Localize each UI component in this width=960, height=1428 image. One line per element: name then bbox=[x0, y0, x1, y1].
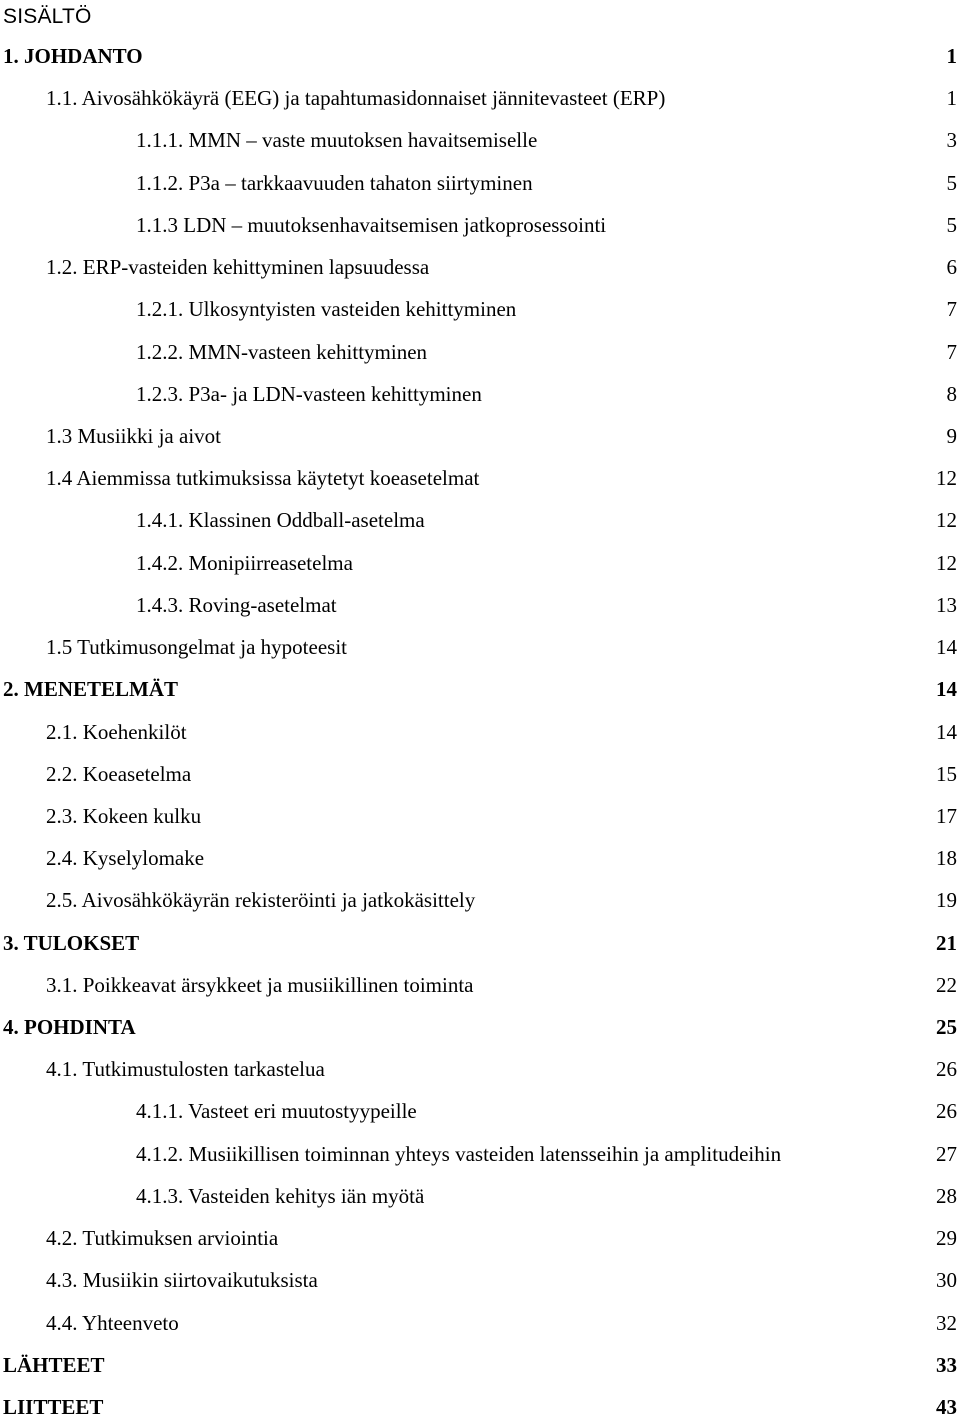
toc-entry-label: 3. TULOKSET bbox=[3, 930, 140, 955]
toc-entry-label: 1.4.1. Klassinen Oddball-asetelma bbox=[136, 508, 425, 533]
toc-entry-label: 2.3. Kokeen kulku bbox=[46, 803, 202, 828]
toc-entry-page-number: 26 bbox=[936, 1099, 957, 1124]
toc-entry-label: 4.3. Musiikin siirtovaikutuksista bbox=[46, 1268, 318, 1293]
toc-entry-label: 4.1.2. Musiikillisen toiminnan yhteys vasteiden latensseihin ja amplitudeihin bbox=[136, 1141, 782, 1166]
toc-entry[interactable] bbox=[0, 879, 960, 921]
toc-entry[interactable] bbox=[0, 35, 960, 77]
toc-entry-page-number: 1 bbox=[946, 86, 957, 111]
toc-entry-page-number: 33 bbox=[936, 1352, 957, 1377]
toc-entry-page-number: 17 bbox=[936, 803, 957, 828]
toc-entry-label: 1.4.3. Roving-asetelmat bbox=[136, 592, 337, 617]
toc-entry[interactable] bbox=[0, 964, 960, 1006]
toc-entry[interactable] bbox=[0, 1048, 960, 1090]
toc-entry-label: 3.1. Poikkeavat ärsykkeet ja musiikillinen toiminta bbox=[46, 972, 474, 997]
toc-entry-page-number: 15 bbox=[936, 761, 957, 786]
toc-entry-label: 2. MENETELMÄT bbox=[3, 677, 179, 702]
toc-entry[interactable] bbox=[0, 1344, 960, 1386]
toc-entry-label: 1.3 Musiikki ja aivot bbox=[46, 423, 221, 448]
toc-entry-page-number: 6 bbox=[946, 255, 957, 280]
toc-entry-page-number: 3 bbox=[946, 128, 957, 153]
toc-entry-label: 4.1.3. Vasteiden kehitys iän myötä bbox=[136, 1183, 425, 1208]
toc-entry-page-number: 32 bbox=[936, 1310, 957, 1335]
toc-title: SISÄLTÖ bbox=[3, 5, 92, 28]
toc-entry[interactable] bbox=[0, 457, 960, 499]
toc-entry[interactable] bbox=[0, 922, 960, 964]
toc-entry-page-number: 5 bbox=[946, 212, 957, 237]
toc-entry-label: 1.2.1. Ulkosyntyisten vasteiden kehittyminen bbox=[136, 297, 517, 322]
toc-entry-page-number: 26 bbox=[936, 1057, 957, 1082]
toc-entry[interactable] bbox=[0, 795, 960, 837]
toc-entry[interactable] bbox=[0, 1217, 960, 1259]
toc-entry[interactable] bbox=[0, 1386, 960, 1428]
toc-entry-label: 2.2. Koeasetelma bbox=[46, 761, 192, 786]
toc-entry[interactable] bbox=[0, 1090, 960, 1132]
toc-entry-page-number: 14 bbox=[936, 635, 957, 660]
toc-entry[interactable] bbox=[0, 711, 960, 753]
toc-entry-label: 1.1.2. P3a – tarkkaavuuden tahaton siirtyminen bbox=[136, 170, 533, 195]
toc-entry[interactable] bbox=[0, 373, 960, 415]
toc-entry-label: 2.5. Aivosähkökäyrän rekisteröinti ja jatkokäsittely bbox=[46, 888, 476, 913]
toc-entry-label: 1.1.1. MMN – vaste muutoksen havaitsemiselle bbox=[136, 128, 538, 153]
toc-entry[interactable] bbox=[0, 1006, 960, 1048]
toc-entry-label: 4. POHDINTA bbox=[3, 1015, 136, 1040]
toc-entry-page-number: 19 bbox=[936, 888, 957, 913]
toc-entry-page-number: 8 bbox=[946, 381, 957, 406]
toc-entry-page-number: 43 bbox=[936, 1395, 957, 1419]
toc-entry[interactable] bbox=[0, 77, 960, 119]
toc-entry-page-number: 7 bbox=[946, 339, 957, 364]
toc-entry-page-number: 28 bbox=[936, 1183, 957, 1208]
toc-entry-label: 2.4. Kyselylomake bbox=[46, 846, 205, 871]
toc-entry-label: 1.2. ERP-vasteiden kehittyminen lapsuudessa bbox=[46, 255, 430, 280]
toc-entry[interactable] bbox=[0, 542, 960, 584]
toc-entry-label: LÄHTEET bbox=[3, 1352, 105, 1377]
toc-entry[interactable] bbox=[0, 1175, 960, 1217]
toc-entry[interactable] bbox=[0, 1133, 960, 1175]
toc-entry[interactable] bbox=[0, 415, 960, 457]
toc-entry[interactable] bbox=[0, 753, 960, 795]
toc-entry-label: 4.2. Tutkimuksen arviointia bbox=[46, 1226, 279, 1251]
toc-entry-page-number: 29 bbox=[936, 1226, 957, 1251]
toc-entry-page-number: 25 bbox=[936, 1015, 957, 1040]
toc-entry[interactable] bbox=[0, 499, 960, 541]
toc-entry-page-number: 1 bbox=[946, 44, 957, 68]
toc-entry-label: LIITTEET bbox=[3, 1395, 104, 1419]
toc-entry-label: 4.1.1. Vasteet eri muutostyypeille bbox=[136, 1099, 417, 1124]
toc-entry-page-number: 12 bbox=[936, 550, 957, 575]
toc-entry-page-number: 21 bbox=[936, 930, 957, 955]
toc-entry[interactable] bbox=[0, 331, 960, 373]
toc-entry-label: 4.4. Yhteenveto bbox=[46, 1310, 179, 1335]
toc-entry-label: 1.2.3. P3a- ja LDN-vasteen kehittyminen bbox=[136, 381, 482, 406]
toc-entry[interactable] bbox=[0, 288, 960, 330]
toc-entry-label: 4.1. Tutkimustulosten tarkastelua bbox=[46, 1057, 325, 1082]
toc-entry-page-number: 30 bbox=[936, 1268, 957, 1293]
toc-entry-page-number: 7 bbox=[946, 297, 957, 322]
toc-entry[interactable] bbox=[0, 246, 960, 288]
toc-entry[interactable] bbox=[0, 119, 960, 161]
toc-entry-label: 1. JOHDANTO bbox=[3, 44, 143, 68]
toc-entry-page-number: 13 bbox=[936, 592, 957, 617]
toc-entry[interactable] bbox=[0, 204, 960, 246]
toc-entry-label: 1.1.3 LDN – muutoksenhavaitsemisen jatkoprosessointi bbox=[136, 212, 607, 237]
toc-entry-label: 1.1. Aivosähkökäyrä (EEG) ja tapahtumasidonnaiset jännitevasteet (ERP) bbox=[46, 86, 666, 111]
toc-entry[interactable] bbox=[0, 1259, 960, 1301]
toc-entry-label: 1.4 Aiemmissa tutkimuksissa käytetyt koeasetelmat bbox=[46, 466, 480, 491]
toc-entry-label: 1.5 Tutkimusongelmat ja hypoteesit bbox=[46, 635, 348, 660]
toc-entry-page-number: 22 bbox=[936, 972, 957, 997]
toc-entry[interactable] bbox=[0, 1302, 960, 1344]
toc-entry-page-number: 12 bbox=[936, 508, 957, 533]
toc-entry-label: 1.2.2. MMN-vasteen kehittyminen bbox=[136, 339, 428, 364]
toc-entry-page-number: 18 bbox=[936, 846, 957, 871]
toc-entry[interactable] bbox=[0, 837, 960, 879]
toc-entry-page-number: 14 bbox=[936, 677, 957, 702]
toc-entry[interactable] bbox=[0, 162, 960, 204]
toc-entry[interactable] bbox=[0, 668, 960, 710]
toc-entry-page-number: 14 bbox=[936, 719, 957, 744]
toc-entry-label: 2.1. Koehenkilöt bbox=[46, 719, 187, 744]
toc-entry-page-number: 5 bbox=[946, 170, 957, 195]
toc-entry-page-number: 27 bbox=[936, 1141, 957, 1166]
toc-entry-page-number: 12 bbox=[936, 466, 957, 491]
toc-list bbox=[0, 35, 960, 1428]
toc-entry[interactable] bbox=[0, 626, 960, 668]
toc-entry-label: 1.4.2. Monipiirreasetelma bbox=[136, 550, 353, 575]
toc-entry[interactable] bbox=[0, 584, 960, 626]
toc-entry-page-number: 9 bbox=[946, 423, 957, 448]
